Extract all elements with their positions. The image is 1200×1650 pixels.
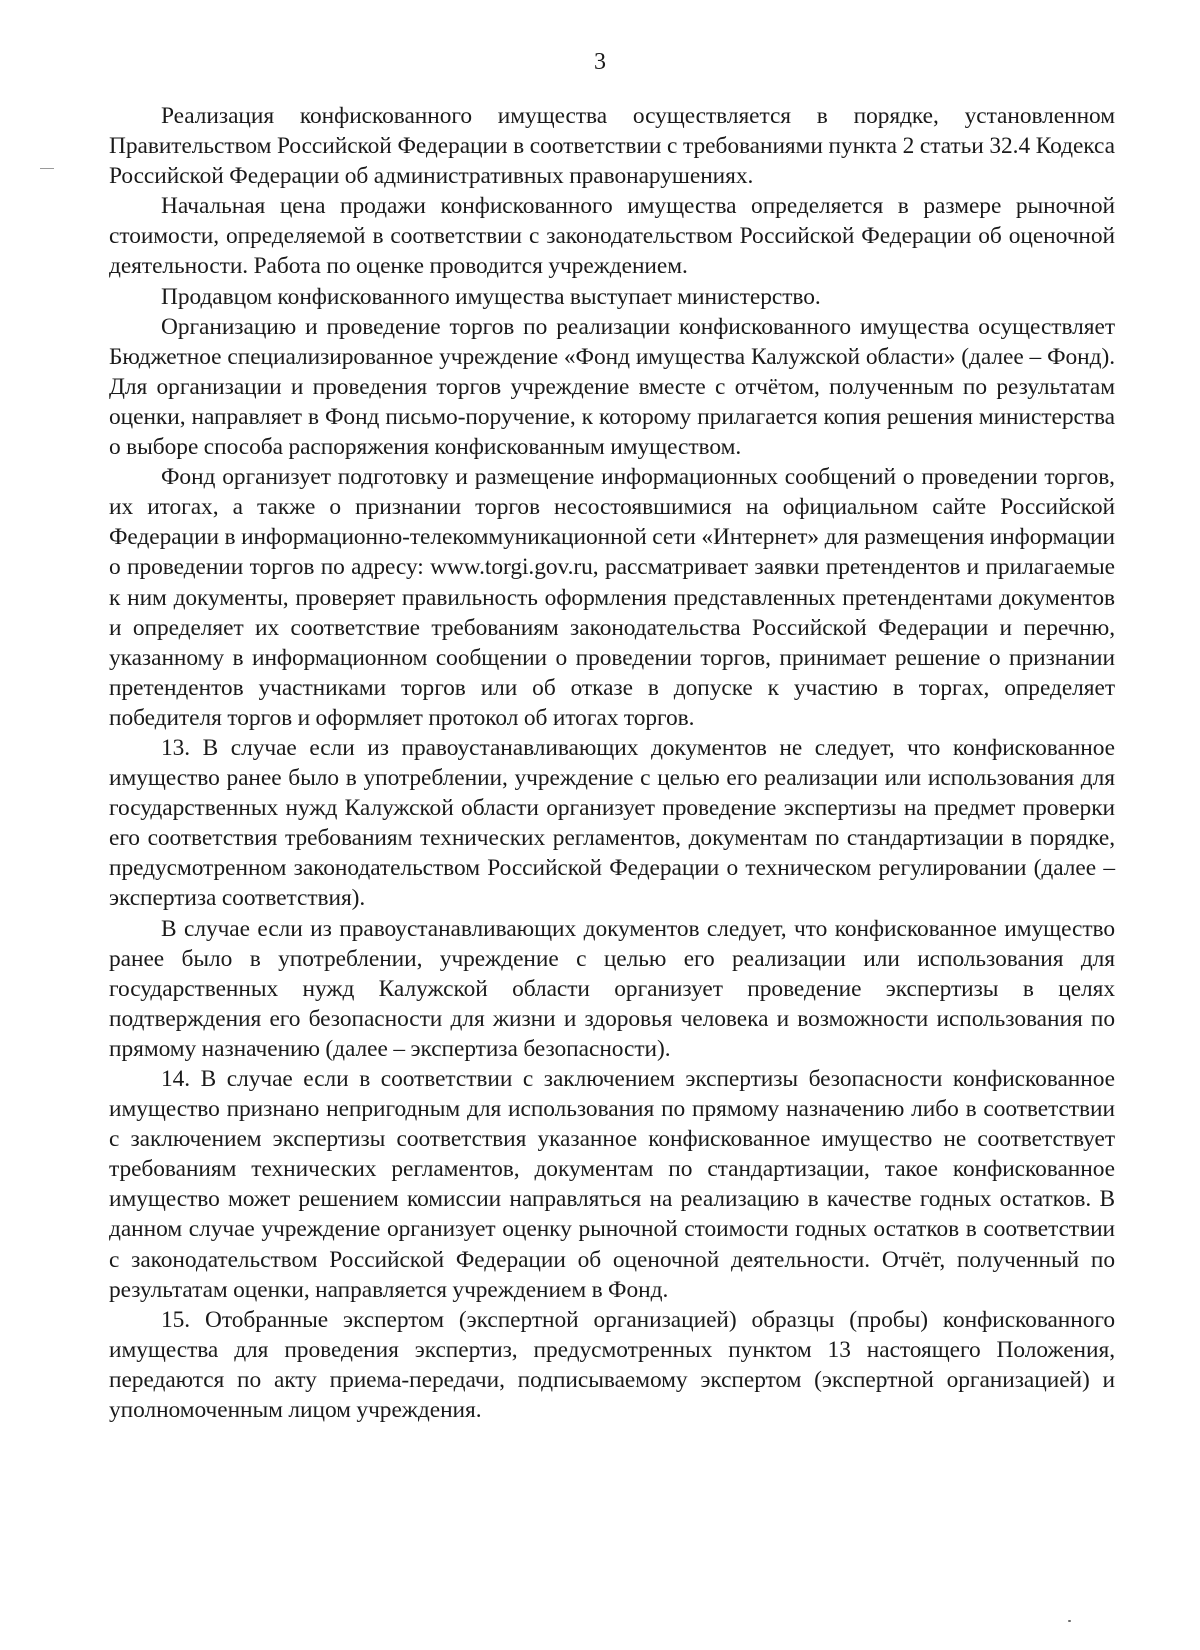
paragraph-initial-price: Начальная цена продажи конфискованного имущества определяется в размере рыночной стоимости, определяемой в соответствии с законодательством Российской Федерации об оценочной деятельности. Работа по оценке проводится учреждением. — [109, 193, 1115, 280]
paragraph-seller: Продавцом конфискованного имущества выступает министерство. — [161, 283, 821, 310]
paragraph-fund-duties: Фонд организует подготовку и размещение информационных сообщений о проведении торгов, их итогах, а также о признании торгов несостоявшимися на официальном сайте Российской Федерации в информационно-телекоммуникационной сети «Интернет» для размещения информации о проведении торгов по адресу: www.torgi.gov.ru, рассматривает заявки претендентов и прилагаемые к ним документы, проверяет правильность оформления представленных претендентами документов и определяет их соответствие требованиям законодательства Российской Федерации и перечню, указанному в информационном сообщении о проведении торгов, принимает решение о признании претендентов участниками торгов или об отказе в допуске к участию в торгах, определяет победителя торгов и оформляет протокол об итогах торгов. — [109, 464, 1115, 731]
paragraph-safety-expertise: В случае если из правоустанавливающих документов следует, что конфискованное имущество ранее было в употреблении, учреждение с целью его реализации или использования для государственных нужд Калужской области организует проведение экспертизы в целях подтверждения его безопасности для жизни и здоровья человека и возможности использования по прямому назначению (далее – экспертиза безопасности). — [109, 915, 1115, 1062]
margin-scan-mark — [40, 168, 54, 169]
scan-speck — [1068, 1620, 1071, 1622]
document-body — [109, 101, 1115, 1425]
paragraph-item-14: 14. В случае если в соответствии с заключением экспертизы безопасности конфискованное имущество признано непригодным для использования по прямому назначению либо в соответствии с заключением экспертизы соответствия указанное конфискованное имущество не соответствует требованиям технических регламентов, документам по стандартизации, такое конфискованное имущество может решением комиссии направляться на реализацию в качестве годных остатков. В данном случае учреждение организует оценку рыночной стоимости годных остатков в соответствии с законодательством Российской Федерации об оценочной деятельности. Отчёт, полученный по результатам оценки, направляется учреждением в Фонд. — [109, 1066, 1115, 1303]
paragraph-item-13: 13. В случае если из правоустанавливающих документов не следует, что конфискованное имущество ранее было в употреблении, учреждение с целью его реализации или использования для государственных нужд Калужской области организует проведение экспертизы на предмет проверки его соответствия требованиям технических регламентов, документам по стандартизации в порядке, предусмотренном законодательством Российской Федерации о техническом регулировании (далее – экспертиза соответствия). — [109, 734, 1115, 912]
paragraph-item-15: 15. Отобранные экспертом (экспертной организацией) образцы (пробы) конфискованного имущества для проведения экспертиз, предусмотренных пунктом 13 настоящего Положения, передаются по акту приема-передачи, подписываемому экспертом (экспертной организацией) и уполномоченным лицом учреждения. — [109, 1306, 1115, 1424]
paragraph-auction-organization: Организацию и проведение торгов по реализации конфискованного имущества осуществляет Бюджетное специализированное учреждение «Фонд имущества Калужской области» (далее – Фонд). Для организации и проведения торгов учреждение вместе с отчётом, полученным по результатам оценки, направляет в Фонд письмо-поручение, к которому прилагается копия решения министерства о выборе способа распоряжения конфискованным имуществом. — [109, 313, 1115, 461]
paragraph-sale-procedure: Реализация конфискованного имущества осуществляется в порядке, установленном Правительством Российской Федерации в соответствии с требованиями пункта 2 статьи 32.4 Кодекса Российской Федерации об административных правонарушениях. — [109, 103, 1115, 190]
page-number: 3 — [594, 49, 606, 75]
